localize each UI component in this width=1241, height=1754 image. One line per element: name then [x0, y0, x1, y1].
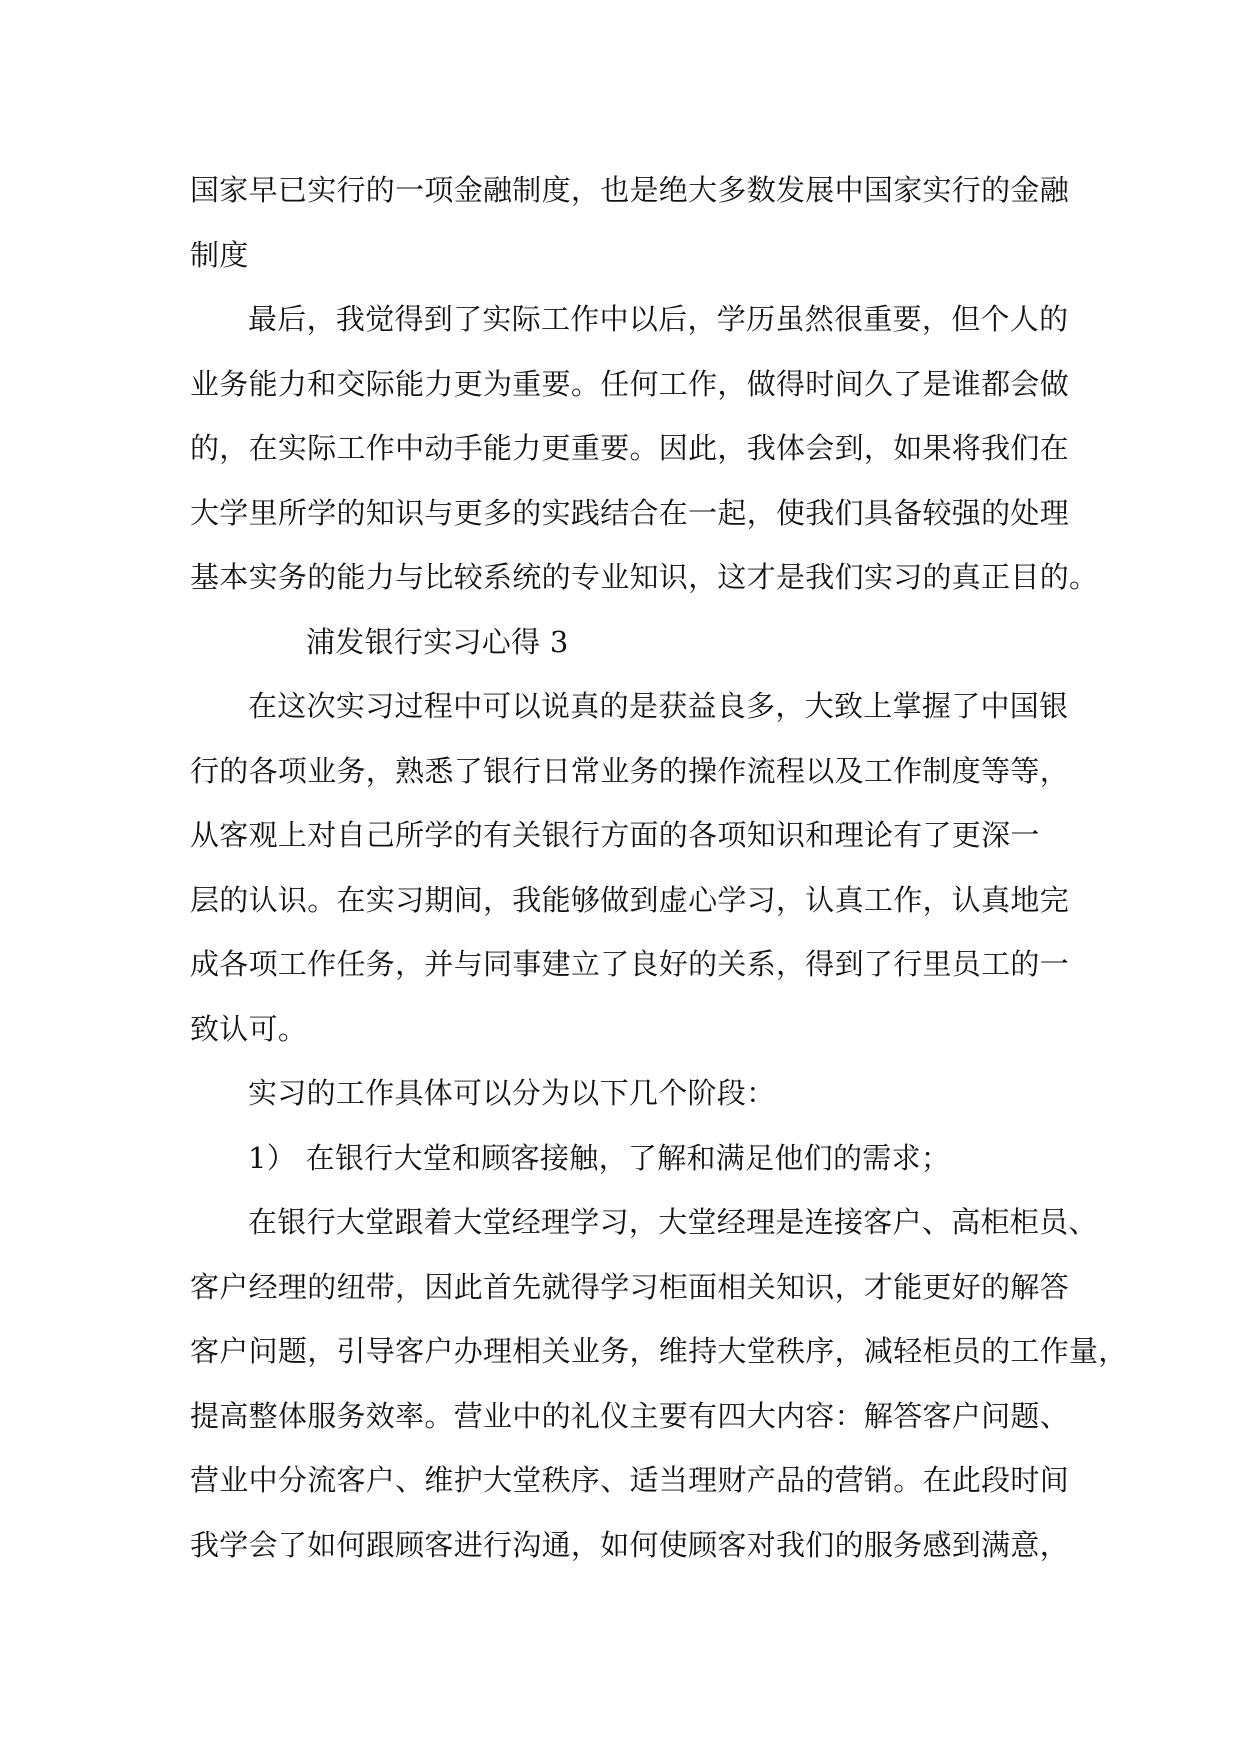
text-line: 制度 [190, 237, 249, 272]
text-line: 最后，我觉得到了实际工作中以后，学历虽然很重要，但个人的 [248, 302, 1069, 336]
document-body [190, 158, 1128, 1577]
text-line: 大学里所学的知识与更多的实践结合在一起，使我们具备较强的处理 [190, 495, 1070, 530]
text-line: 客户问题，引导客户办理相关业务，维持大堂秩序，减轻柜员的工作量， [190, 1334, 1128, 1368]
text-line: 营业中分流客户、维护大堂秩序、适当理财产品的营销。在此段时间 [190, 1463, 1070, 1497]
text-line: 成各项工作任务，并与同事建立了良好的关系，得到了行里员工的一 [190, 947, 1070, 981]
text-line: 在这次实习过程中可以说真的是获益良多，大致上掌握了中国银 [248, 689, 1069, 723]
text-line: 实习的工作具体可以分为以下几个阶段： [248, 1076, 776, 1110]
text-line: 客户经理的纽带，因此首先就得学习柜面相关知识，才能更好的解答 [190, 1269, 1070, 1304]
text-line: 层的认识。在实习期间，我能够做到虚心学习，认真工作，认真地完 [190, 882, 1070, 917]
text-line: 致认可。 [190, 1011, 308, 1046]
text-line: 在银行大堂跟着大堂经理学习，大堂经理是连接客户、高柜柜员、 [248, 1205, 1098, 1239]
text-line: 国家早已实行的一项金融制度，也是绝大多数发展中国家实行的金融 [190, 173, 1070, 207]
text-line: 业务能力和交际能力更为重要。任何工作，做得时间久了是谁都会做 [190, 366, 1070, 401]
text-line: 基本实务的能力与比较系统的专业知识，这才是我们实习的真正目的。 [190, 560, 1099, 594]
text-line: 行的各项业务，熟悉了银行日常业务的操作流程以及工作制度等等， [190, 753, 1070, 788]
text-line: 提高整体服务效率。营业中的礼仪主要有四大内容：解答客户问题、 [190, 1398, 1070, 1433]
text-line: 我学会了如何跟顾客进行沟通，如何使顾客对我们的服务感到满意， [190, 1527, 1070, 1562]
text-line: 从客观上对自己所学的有关银行方面的各项知识和理论有了更深一 [190, 818, 1040, 852]
section-heading: 浦发银行实习心得 3 [306, 624, 569, 659]
text-line: 的，在实际工作中动手能力更重要。因此，我体会到，如果将我们在 [190, 431, 1070, 465]
list-item: 1） 在银行大堂和顾客接触，了解和满足他们的需求； [248, 1140, 951, 1175]
